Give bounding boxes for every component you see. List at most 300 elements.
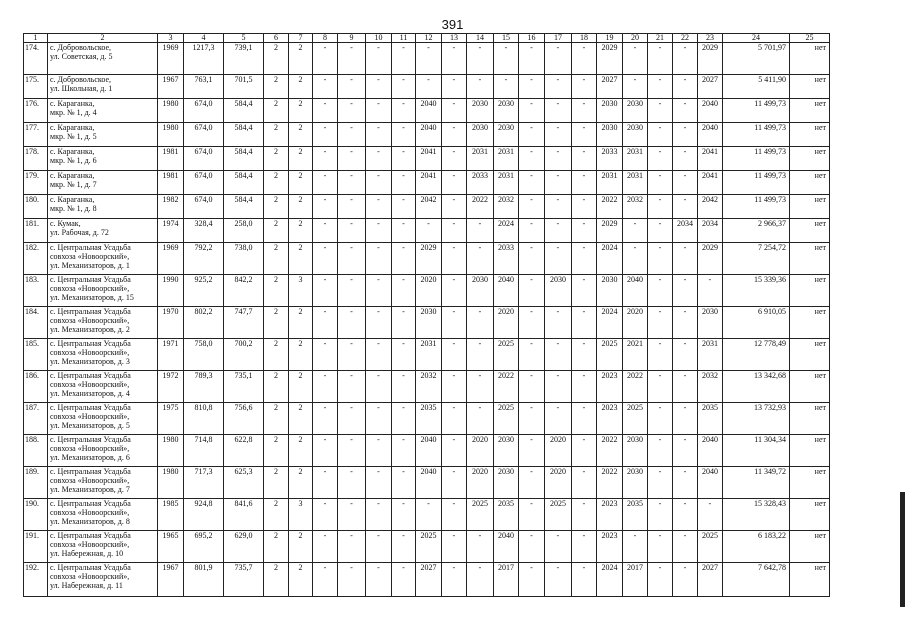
table-cell: 2025 [597, 339, 623, 371]
table-cell: - [338, 243, 366, 275]
row-number-cell: 180. [24, 195, 48, 219]
table-cell: - [673, 467, 698, 499]
table-cell: 2 [289, 99, 313, 123]
table-cell: - [545, 219, 572, 243]
table-cell: - [313, 435, 338, 467]
table-cell: 701,5 [224, 75, 264, 99]
table-cell: 2 [289, 339, 313, 371]
cost-cell: 6 910,05 [723, 307, 790, 339]
table-cell: 2030 [623, 467, 648, 499]
status-cell: нет [790, 219, 830, 243]
table-cell: 2042 [416, 195, 442, 219]
status-cell: нет [790, 243, 830, 275]
table-cell: - [572, 499, 597, 531]
address-cell: с. Центральная Усадьба совхоза «Новоорский», ул. Набережная, д. 11 [48, 563, 158, 597]
table-cell: - [648, 123, 673, 147]
table-row [24, 243, 830, 275]
table-cell: 1980 [158, 435, 184, 467]
table-cell: 841,6 [224, 499, 264, 531]
table-cell: - [572, 147, 597, 171]
status-cell: нет [790, 531, 830, 563]
table-cell: - [442, 275, 467, 307]
table-cell: 2024 [597, 563, 623, 597]
table-cell: 2 [264, 499, 289, 531]
table-cell: - [467, 43, 494, 75]
table-cell: 2 [264, 243, 289, 275]
table-cell: - [519, 43, 545, 75]
table-cell: - [572, 171, 597, 195]
table-cell: 2030 [623, 123, 648, 147]
table-cell: - [519, 99, 545, 123]
row-number-cell: 178. [24, 147, 48, 171]
table-cell: - [442, 467, 467, 499]
table-cell: - [494, 43, 519, 75]
table-cell: - [467, 339, 494, 371]
table-cell: - [442, 123, 467, 147]
table-cell: - [392, 147, 416, 171]
table-cell: - [338, 403, 366, 435]
table-cell: 2041 [416, 171, 442, 195]
table-cell: 2040 [698, 467, 723, 499]
table-cell: 584,4 [224, 123, 264, 147]
table-cell: 2040 [623, 275, 648, 307]
table-cell: 1217,3 [184, 43, 224, 75]
column-number-header: 20 [623, 34, 648, 43]
table-cell: 1975 [158, 403, 184, 435]
table-cell: 1980 [158, 467, 184, 499]
table-cell: - [313, 403, 338, 435]
table-cell: 2 [264, 123, 289, 147]
table-cell: - [698, 275, 723, 307]
table-cell: - [673, 123, 698, 147]
table-cell: - [313, 371, 338, 403]
table-cell: 2034 [698, 219, 723, 243]
table-cell: 2023 [597, 371, 623, 403]
table-cell: 2040 [698, 123, 723, 147]
table-cell: 2023 [597, 499, 623, 531]
table-cell: - [442, 403, 467, 435]
table-cell: - [572, 99, 597, 123]
column-number-header: 10 [366, 34, 392, 43]
table-cell: 2027 [597, 75, 623, 99]
table-cell: 2024 [597, 243, 623, 275]
table-cell: - [442, 243, 467, 275]
table-cell: - [673, 195, 698, 219]
table-cell: 2030 [623, 99, 648, 123]
address-cell: с. Караганка, мкр. № 1, д. 8 [48, 195, 158, 219]
table-row [24, 43, 830, 75]
table-cell: - [545, 307, 572, 339]
row-number-cell: 184. [24, 307, 48, 339]
table-cell: 2030 [467, 99, 494, 123]
table-cell: 2 [289, 75, 313, 99]
table-cell: - [648, 243, 673, 275]
table-cell: - [392, 339, 416, 371]
cost-cell: 13 342,68 [723, 371, 790, 403]
table-cell: - [545, 195, 572, 219]
table-cell: - [519, 219, 545, 243]
column-number-row [24, 34, 830, 43]
table-cell: - [519, 75, 545, 99]
table-cell: 1967 [158, 563, 184, 597]
table-cell: 2 [289, 371, 313, 403]
table-cell: - [313, 99, 338, 123]
table-cell: 2041 [698, 147, 723, 171]
row-number-cell: 188. [24, 435, 48, 467]
table-cell: - [673, 99, 698, 123]
table-cell: 2 [289, 467, 313, 499]
table-cell: 1967 [158, 75, 184, 99]
table-cell: 2030 [494, 99, 519, 123]
table-row [24, 171, 830, 195]
status-cell: нет [790, 563, 830, 597]
table-cell: 584,4 [224, 147, 264, 171]
table-cell: 328,4 [184, 219, 224, 243]
table-cell: 2030 [416, 307, 442, 339]
table-cell: - [623, 75, 648, 99]
table-cell: 2020 [467, 435, 494, 467]
table-cell: - [442, 339, 467, 371]
table-cell: - [494, 75, 519, 99]
table-cell: - [545, 403, 572, 435]
table-cell: 2033 [494, 243, 519, 275]
table-cell: - [648, 171, 673, 195]
table-cell: 2 [264, 371, 289, 403]
table-cell: - [338, 219, 366, 243]
table-cell: - [648, 371, 673, 403]
cost-cell: 5 411,90 [723, 75, 790, 99]
table-row [24, 307, 830, 339]
table-cell: 622,8 [224, 435, 264, 467]
table-cell: 2030 [698, 307, 723, 339]
table-cell: - [392, 99, 416, 123]
table-cell: - [442, 43, 467, 75]
table-cell: 625,3 [224, 467, 264, 499]
cost-cell: 11 499,73 [723, 123, 790, 147]
table-cell: - [648, 403, 673, 435]
table-cell: - [366, 371, 392, 403]
table-cell: - [648, 219, 673, 243]
table-cell: 1972 [158, 371, 184, 403]
table-cell: 2020 [545, 435, 572, 467]
column-number-header: 13 [442, 34, 467, 43]
table-cell: 2 [264, 307, 289, 339]
column-number-header: 19 [597, 34, 623, 43]
table-cell: 1974 [158, 219, 184, 243]
table-cell: - [545, 371, 572, 403]
address-cell: с. Караганка, мкр. № 1, д. 6 [48, 147, 158, 171]
table-cell: 2041 [698, 171, 723, 195]
table-cell: 2029 [597, 219, 623, 243]
table-cell: - [648, 435, 673, 467]
table-cell: - [545, 99, 572, 123]
table-row [24, 403, 830, 435]
row-number-cell: 187. [24, 403, 48, 435]
table-cell: - [338, 531, 366, 563]
table-cell: - [366, 339, 392, 371]
table-cell: - [392, 195, 416, 219]
table-cell: 924,8 [184, 499, 224, 531]
table-cell: 842,2 [224, 275, 264, 307]
table-cell: - [572, 307, 597, 339]
table-cell: 2031 [623, 171, 648, 195]
table-cell: - [545, 43, 572, 75]
table-cell: - [366, 147, 392, 171]
status-cell: нет [790, 123, 830, 147]
table-cell: 2029 [416, 243, 442, 275]
table-cell: - [572, 75, 597, 99]
table-cell: - [442, 307, 467, 339]
status-cell: нет [790, 467, 830, 499]
address-cell: с. Караганка, мкр. № 1, д. 5 [48, 123, 158, 147]
row-number-cell: 192. [24, 563, 48, 597]
table-cell: - [467, 371, 494, 403]
table-row [24, 195, 830, 219]
table-cell: - [313, 563, 338, 597]
column-number-header: 15 [494, 34, 519, 43]
table-cell: 2030 [597, 99, 623, 123]
column-number-header: 16 [519, 34, 545, 43]
table-cell: 2040 [698, 435, 723, 467]
cost-cell: 7 642,78 [723, 563, 790, 597]
table-cell: - [313, 275, 338, 307]
table-cell: - [673, 371, 698, 403]
table-cell: - [572, 243, 597, 275]
table-cell: - [648, 43, 673, 75]
table-cell: 2 [264, 339, 289, 371]
table-cell: 2022 [623, 371, 648, 403]
table-cell: 2025 [623, 403, 648, 435]
table-cell: - [572, 467, 597, 499]
table-cell: 2030 [597, 123, 623, 147]
table-cell: - [338, 123, 366, 147]
column-number-header: 5 [224, 34, 264, 43]
table-cell: 2030 [467, 275, 494, 307]
table-cell: 1980 [158, 123, 184, 147]
table-cell: 2031 [494, 147, 519, 171]
row-number-cell: 182. [24, 243, 48, 275]
table-cell: - [392, 275, 416, 307]
table-cell: 735,7 [224, 563, 264, 597]
table-cell: 739,1 [224, 43, 264, 75]
table-cell: - [338, 307, 366, 339]
table-cell: - [673, 147, 698, 171]
table-cell: 1990 [158, 275, 184, 307]
table-cell: 3 [289, 499, 313, 531]
table-cell: 2040 [494, 531, 519, 563]
table-row [24, 435, 830, 467]
table-cell: 2025 [416, 531, 442, 563]
table-cell: 714,8 [184, 435, 224, 467]
table-cell: - [673, 339, 698, 371]
table-cell: 2030 [597, 275, 623, 307]
table-cell: 2 [264, 147, 289, 171]
table-cell: - [648, 195, 673, 219]
cost-cell: 6 183,22 [723, 531, 790, 563]
table-cell: - [572, 563, 597, 597]
table-cell: - [416, 43, 442, 75]
status-cell: нет [790, 371, 830, 403]
table-cell: 2 [289, 563, 313, 597]
table-cell: - [519, 531, 545, 563]
status-cell: нет [790, 43, 830, 75]
table-cell: - [519, 403, 545, 435]
table-cell: - [519, 563, 545, 597]
table-cell: - [648, 563, 673, 597]
table-cell: 2 [289, 219, 313, 243]
table-cell: - [648, 147, 673, 171]
table-cell: 1971 [158, 339, 184, 371]
table-cell: - [572, 371, 597, 403]
table-cell: 2 [264, 563, 289, 597]
table-cell: - [519, 467, 545, 499]
table-cell: 2035 [416, 403, 442, 435]
address-cell: с. Центральная Усадьба совхоза «Новоорский», ул. Набережная, д. 10 [48, 531, 158, 563]
table-cell: 2020 [416, 275, 442, 307]
table-cell: - [442, 499, 467, 531]
table-cell: 1985 [158, 499, 184, 531]
cost-cell: 12 778,49 [723, 339, 790, 371]
table-cell: - [313, 147, 338, 171]
table-cell: 2020 [494, 307, 519, 339]
table-cell: - [572, 219, 597, 243]
table-cell: - [366, 195, 392, 219]
table-cell: 1965 [158, 531, 184, 563]
address-cell: с. Добровольское, ул. Советская, д. 5 [48, 43, 158, 75]
table-cell: 758,0 [184, 339, 224, 371]
column-number-header: 2 [48, 34, 158, 43]
status-cell: нет [790, 435, 830, 467]
table-cell: 2025 [698, 531, 723, 563]
table-cell: 2035 [698, 403, 723, 435]
table-row [24, 147, 830, 171]
table-row [24, 75, 830, 99]
table-cell: 2032 [494, 195, 519, 219]
table-cell: 2040 [494, 275, 519, 307]
table-cell: 2030 [494, 435, 519, 467]
table-cell: 2 [289, 307, 313, 339]
status-cell: нет [790, 99, 830, 123]
table-cell: - [392, 403, 416, 435]
table-cell: - [392, 371, 416, 403]
table-cell: 802,2 [184, 307, 224, 339]
table-cell: - [366, 43, 392, 75]
cost-cell: 11 499,73 [723, 195, 790, 219]
column-number-header: 22 [673, 34, 698, 43]
table-cell: 717,3 [184, 467, 224, 499]
table-cell: 2029 [597, 43, 623, 75]
table-cell: - [572, 435, 597, 467]
status-cell: нет [790, 275, 830, 307]
table-cell: - [392, 467, 416, 499]
table-cell: - [545, 563, 572, 597]
table-cell: 2 [264, 195, 289, 219]
table-cell: - [673, 75, 698, 99]
table-cell: - [392, 531, 416, 563]
table-cell: 2025 [494, 403, 519, 435]
table-cell: 2035 [623, 499, 648, 531]
table-cell: - [673, 243, 698, 275]
table-cell: - [698, 499, 723, 531]
cost-cell: 15 339,36 [723, 275, 790, 307]
table-cell: - [648, 307, 673, 339]
table-cell: - [519, 371, 545, 403]
table-cell: - [467, 563, 494, 597]
table-cell: 2 [264, 531, 289, 563]
table-cell: 1970 [158, 307, 184, 339]
table-cell: 2 [289, 243, 313, 275]
table-cell: - [313, 243, 338, 275]
table-cell: - [545, 171, 572, 195]
table-cell: - [519, 171, 545, 195]
table-cell: 1980 [158, 99, 184, 123]
table-cell: - [338, 195, 366, 219]
table-cell: - [648, 499, 673, 531]
table-cell: 1982 [158, 195, 184, 219]
status-cell: нет [790, 403, 830, 435]
table-cell: - [673, 307, 698, 339]
table-cell: - [572, 531, 597, 563]
column-number-header: 23 [698, 34, 723, 43]
table-cell: - [519, 339, 545, 371]
table-cell: 674,0 [184, 123, 224, 147]
table-cell: - [545, 339, 572, 371]
address-cell: с. Караганка, мкр. № 1, д. 7 [48, 171, 158, 195]
table-cell: - [572, 195, 597, 219]
status-cell: нет [790, 339, 830, 371]
status-cell: нет [790, 171, 830, 195]
table-cell: 2040 [416, 467, 442, 499]
table-cell: 738,0 [224, 243, 264, 275]
table-cell: - [519, 147, 545, 171]
table-cell: 2041 [416, 147, 442, 171]
table-cell: 584,4 [224, 171, 264, 195]
table-row [24, 339, 830, 371]
table-cell: - [673, 563, 698, 597]
table-cell: - [392, 171, 416, 195]
table-cell: - [338, 275, 366, 307]
table-cell: 2022 [467, 195, 494, 219]
table-cell: - [366, 307, 392, 339]
table-cell: 2025 [467, 499, 494, 531]
cost-cell: 11 304,34 [723, 435, 790, 467]
table-cell: - [648, 339, 673, 371]
row-number-cell: 177. [24, 123, 48, 147]
table-cell: - [442, 563, 467, 597]
table-row [24, 467, 830, 499]
table-cell: - [366, 531, 392, 563]
status-cell: нет [790, 307, 830, 339]
table-cell: 2030 [467, 123, 494, 147]
table-cell: 1981 [158, 147, 184, 171]
table-cell: 2 [264, 403, 289, 435]
table-cell: - [366, 499, 392, 531]
table-cell: 2021 [623, 339, 648, 371]
column-number-header: 18 [572, 34, 597, 43]
column-number-header: 14 [467, 34, 494, 43]
table-cell: - [366, 467, 392, 499]
table-cell: - [572, 339, 597, 371]
table-cell: 2033 [467, 171, 494, 195]
address-cell: с. Центральная Усадьба совхоза «Новоорский», ул. Механизаторов, д. 4 [48, 371, 158, 403]
table-cell: - [467, 531, 494, 563]
table-cell: 2040 [416, 435, 442, 467]
table-cell: - [545, 147, 572, 171]
table-cell: 2027 [416, 563, 442, 597]
table-cell: 2031 [494, 171, 519, 195]
table-cell: 2029 [698, 243, 723, 275]
table-cell: - [673, 435, 698, 467]
